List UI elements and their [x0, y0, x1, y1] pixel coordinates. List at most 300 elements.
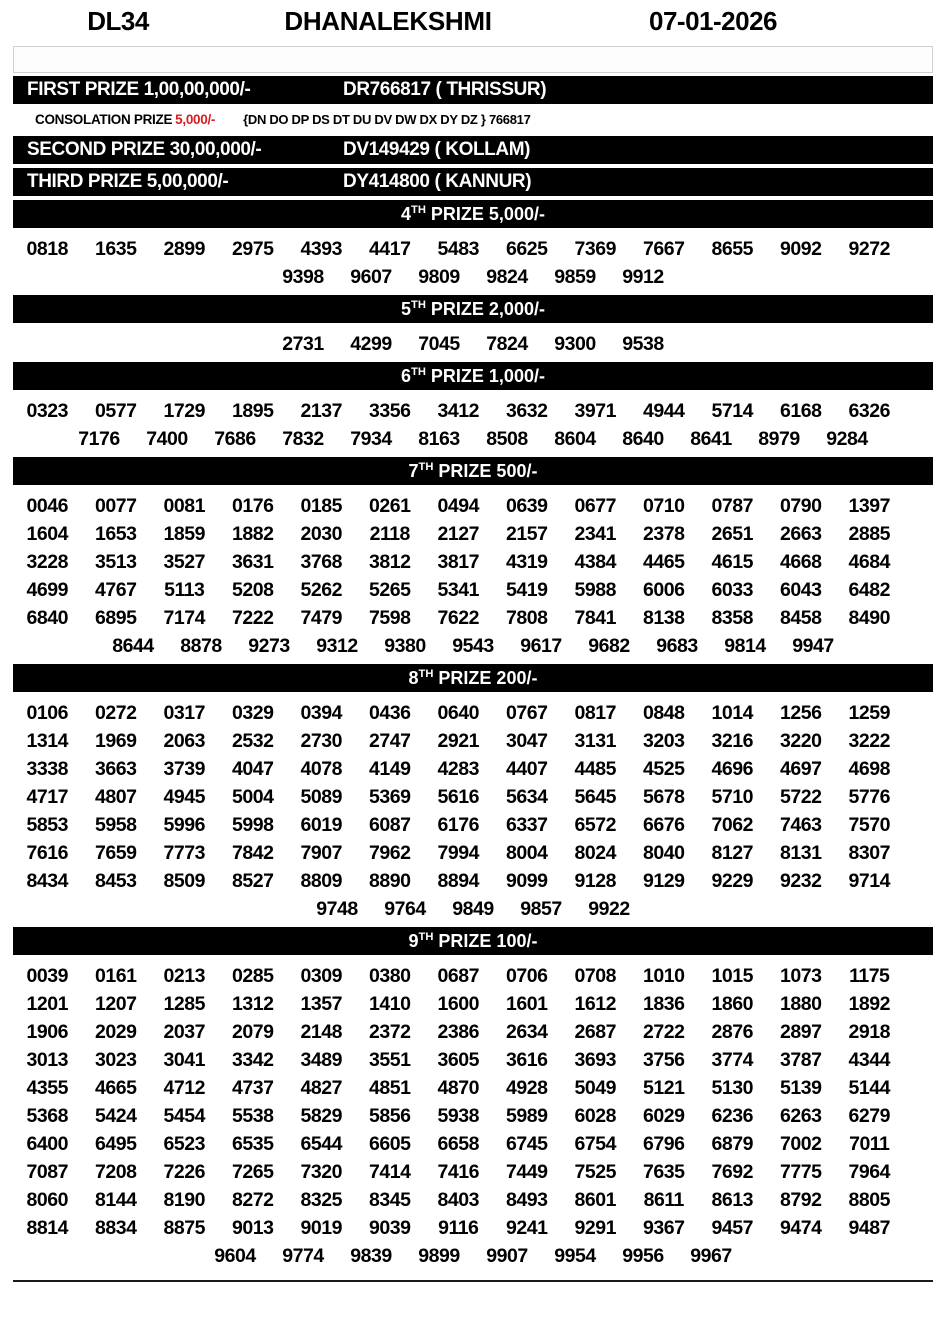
lottery-number: 6236 — [711, 1104, 753, 1127]
lottery-number: 8024 — [574, 841, 616, 864]
lottery-number: 7667 — [643, 237, 685, 260]
lottery-number: 5645 — [574, 785, 616, 808]
second-prize-ticket: DV149429 ( KOLLAM) — [343, 139, 531, 160]
lottery-number: 8131 — [780, 841, 822, 864]
lottery-number: 6029 — [643, 1104, 685, 1127]
lottery-number: 1892 — [848, 992, 890, 1015]
lottery-number: 8655 — [711, 237, 753, 260]
number-row — [13, 263, 933, 291]
lottery-number: 3013 — [26, 1048, 68, 1071]
lottery-number: 5989 — [506, 1104, 548, 1127]
lottery-number: 9291 — [574, 1216, 616, 1239]
lottery-number: 2876 — [711, 1020, 753, 1043]
lottery-number: 2918 — [848, 1020, 890, 1043]
number-row — [13, 727, 933, 755]
lottery-number: 2899 — [163, 237, 205, 260]
lottery-number: 8144 — [95, 1188, 137, 1211]
lottery-number: 0380 — [369, 964, 411, 987]
lottery-number: 0710 — [643, 494, 685, 517]
lottery-number: 4696 — [711, 757, 753, 780]
lottery-number: 4465 — [643, 550, 685, 573]
lottery-number: 5262 — [300, 578, 342, 601]
lottery-number: 4827 — [300, 1076, 342, 1099]
lottery-number: 6279 — [848, 1104, 890, 1127]
lottery-number: 6006 — [643, 578, 685, 601]
document-header — [13, 0, 933, 46]
lottery-number: 6840 — [26, 606, 68, 629]
lottery-number: 3338 — [26, 757, 68, 780]
lottery-number: 7994 — [437, 841, 479, 864]
lottery-number: 7176 — [78, 427, 120, 450]
first-prize-ticket: DR766817 ( THRISSUR) — [343, 79, 547, 100]
lottery-number: 7174 — [163, 606, 205, 629]
number-row — [13, 783, 933, 811]
lottery-number: 5208 — [232, 578, 274, 601]
number-row — [13, 755, 933, 783]
lottery-number: 4699 — [26, 578, 68, 601]
number-row — [13, 576, 933, 604]
lottery-number: 9367 — [643, 1216, 685, 1239]
lottery-number: 5853 — [26, 813, 68, 836]
lottery-number: 2730 — [300, 729, 342, 752]
lottery-number: 3489 — [300, 1048, 342, 1071]
lottery-number: 3632 — [506, 399, 548, 422]
lottery-number: 0272 — [95, 701, 137, 724]
number-row — [13, 1158, 933, 1186]
fifth-prize-numbers — [13, 327, 933, 362]
lottery-number: 4417 — [369, 237, 411, 260]
lottery-number: 6676 — [643, 813, 685, 836]
lottery-number: 3527 — [163, 550, 205, 573]
seventh-prize-ordinal-suffix: TH — [418, 461, 434, 473]
lottery-number: 9116 — [438, 1216, 479, 1239]
lottery-number: 7416 — [437, 1160, 479, 1183]
lottery-number: 1600 — [437, 992, 479, 1015]
lottery-number: 0639 — [506, 494, 548, 517]
seventh-prize-header — [13, 457, 933, 485]
lottery-number: 2157 — [506, 522, 548, 545]
lottery-number: 2386 — [437, 1020, 479, 1043]
eighth-prize-header — [13, 664, 933, 692]
lottery-number: 9284 — [826, 427, 868, 450]
lottery-number: 5004 — [232, 785, 274, 808]
lottery-number: 6028 — [574, 1104, 616, 1127]
lottery-number: 5776 — [848, 785, 890, 808]
lottery-number: 7226 — [163, 1160, 205, 1183]
lottery-number: 9474 — [780, 1216, 822, 1239]
lottery-number: 9229 — [711, 869, 753, 892]
lottery-number: 9232 — [780, 869, 822, 892]
lottery-number: 5369 — [369, 785, 411, 808]
number-row — [13, 520, 933, 548]
lottery-number: 0161 — [95, 964, 137, 987]
lottery-number: 9967 — [690, 1244, 732, 1267]
lottery-number: 6043 — [780, 578, 822, 601]
lottery-number: 3228 — [26, 550, 68, 573]
lottery-number: 8640 — [622, 427, 664, 450]
lottery-number: 6087 — [369, 813, 411, 836]
lottery-number: 3131 — [574, 729, 616, 752]
lottery-number: 3739 — [163, 757, 205, 780]
number-row — [13, 548, 933, 576]
lottery-number: 0394 — [300, 701, 342, 724]
lottery-number: 4945 — [163, 785, 205, 808]
lottery-number: 8040 — [643, 841, 685, 864]
lottery-number: 7369 — [574, 237, 616, 260]
lottery-number: 6745 — [506, 1132, 548, 1155]
second-prize-bar — [13, 136, 933, 164]
lottery-number: 2137 — [300, 399, 342, 422]
lottery-number: 4149 — [369, 757, 411, 780]
lottery-number: 2663 — [780, 522, 822, 545]
lottery-number: 6879 — [711, 1132, 753, 1155]
lottery-number: 9814 — [724, 634, 766, 657]
number-row — [13, 1046, 933, 1074]
lottery-number: 6495 — [95, 1132, 137, 1155]
lottery-number: 1836 — [643, 992, 685, 1015]
lottery-number: 0818 — [26, 237, 68, 260]
lottery-number: 3663 — [95, 757, 137, 780]
lottery-number: 6658 — [437, 1132, 479, 1155]
lottery-number: 2372 — [369, 1020, 411, 1043]
lottery-number: 1653 — [95, 522, 137, 545]
lottery-number: 5988 — [574, 578, 616, 601]
lottery-number: 8792 — [780, 1188, 822, 1211]
number-row — [13, 811, 933, 839]
number-row — [13, 839, 933, 867]
lottery-number: 6326 — [848, 399, 890, 422]
lottery-number: 0706 — [506, 964, 548, 987]
lottery-number: 0213 — [163, 964, 205, 987]
lottery-number: 2722 — [643, 1020, 685, 1043]
lottery-number: 4615 — [711, 550, 753, 573]
number-row — [13, 1130, 933, 1158]
lottery-number: 1410 — [369, 992, 411, 1015]
number-row — [13, 492, 933, 520]
lottery-number: 5616 — [437, 785, 479, 808]
lottery-number: 1729 — [163, 399, 205, 422]
lottery-number: 7045 — [418, 332, 460, 355]
sixth-prize-numbers — [13, 394, 933, 457]
consolation-series: {DN DO DP DS DT DU DV DW DX DY DZ } 766817 — [243, 112, 531, 127]
lottery-number: 7934 — [350, 427, 392, 450]
lottery-number: 7775 — [780, 1160, 822, 1183]
number-row — [13, 867, 933, 895]
lottery-number: 4665 — [95, 1076, 137, 1099]
lottery-number: 6625 — [506, 237, 548, 260]
lottery-number: 8979 — [758, 427, 800, 450]
lottery-number: 7659 — [95, 841, 137, 864]
lottery-number: 0790 — [780, 494, 822, 517]
lottery-number: 0817 — [574, 701, 616, 724]
fifth-prize-ordinal-suffix: TH — [411, 299, 426, 311]
lottery-number: 2731 — [282, 332, 324, 355]
lottery-number: 3356 — [369, 399, 411, 422]
lottery-number: 9092 — [780, 237, 822, 260]
lottery-number: 5139 — [780, 1076, 822, 1099]
sixth-prize-ordinal: 6 — [401, 366, 412, 386]
second-prize-label: SECOND PRIZE 30,00,000/- — [27, 139, 262, 160]
lottery-number: 9607 — [350, 265, 392, 288]
fourth-prize-amount: PRIZE 5,000/- — [425, 204, 545, 224]
lottery-number: 4525 — [643, 757, 685, 780]
lottery-number: 7686 — [214, 427, 256, 450]
lottery-number: 3817 — [437, 550, 479, 573]
lottery-number: 6544 — [300, 1132, 342, 1155]
lottery-number: 1635 — [95, 237, 137, 260]
lottery-number: 3768 — [300, 550, 342, 573]
lottery-number: 2634 — [506, 1020, 548, 1043]
lottery-number: 7964 — [848, 1160, 890, 1183]
lottery-number: 2651 — [711, 522, 753, 545]
lottery-number: 1015 — [711, 964, 753, 987]
lottery-number: 8527 — [232, 869, 274, 892]
consolation-label: CONSOLATION PRIZE — [35, 112, 173, 127]
lottery-number: 9859 — [554, 265, 596, 288]
lottery-number: 8434 — [26, 869, 68, 892]
lottery-number: 7320 — [300, 1160, 342, 1183]
lottery-number: 9272 — [848, 237, 890, 260]
lottery-number: 6168 — [780, 399, 822, 422]
draw-date: 07-01-2026 — [649, 6, 777, 36]
lottery-number: 1895 — [232, 399, 274, 422]
lottery-number: 7449 — [506, 1160, 548, 1183]
lottery-number: 7400 — [146, 427, 188, 450]
lottery-number: 6019 — [300, 813, 342, 836]
lottery-number: 5538 — [232, 1104, 274, 1127]
lottery-number: 9849 — [452, 897, 494, 920]
lottery-number: 4393 — [300, 237, 342, 260]
lottery-number: 8878 — [180, 634, 222, 657]
lottery-number: 6033 — [711, 578, 753, 601]
lottery-number: 4355 — [26, 1076, 68, 1099]
lottery-number: 0081 — [163, 494, 205, 517]
lottery-number: 8490 — [848, 606, 890, 629]
lottery-number: 7414 — [369, 1160, 411, 1183]
seventh-prize-amount: PRIZE 500/- — [433, 461, 538, 481]
lottery-number: 1314 — [26, 729, 68, 752]
lottery-number: 3787 — [780, 1048, 822, 1071]
lottery-number: 3216 — [711, 729, 753, 752]
lottery-number: 3693 — [574, 1048, 616, 1071]
lottery-number: 3023 — [95, 1048, 137, 1071]
lottery-number: 4698 — [848, 757, 890, 780]
lottery-number: 8875 — [163, 1216, 205, 1239]
first-prize-bar — [13, 76, 933, 104]
lottery-number: 0708 — [574, 964, 616, 987]
sixth-prize-ordinal-suffix: TH — [411, 366, 426, 378]
lottery-number: 0640 — [437, 701, 479, 724]
number-row — [13, 425, 933, 453]
lottery-number: 2029 — [95, 1020, 137, 1043]
lottery-number: 7222 — [232, 606, 274, 629]
lottery-number: 9019 — [300, 1216, 342, 1239]
lottery-number: 1259 — [848, 701, 890, 724]
lottery-number: 4283 — [437, 757, 479, 780]
lottery-number: 8644 — [112, 634, 154, 657]
lottery-number: 8127 — [711, 841, 753, 864]
lottery-number: 9013 — [232, 1216, 274, 1239]
lottery-number: 0185 — [300, 494, 342, 517]
eighth-prize-numbers — [13, 696, 933, 927]
lottery-number: 4078 — [300, 757, 342, 780]
number-row — [13, 990, 933, 1018]
lottery-number: 0787 — [711, 494, 753, 517]
lottery-number: 9538 — [622, 332, 664, 355]
lottery-number: 7062 — [711, 813, 753, 836]
lottery-number: 5714 — [711, 399, 753, 422]
lottery-number: 1312 — [232, 992, 274, 1015]
number-row — [13, 962, 933, 990]
number-row — [13, 1242, 933, 1270]
lottery-number: 5998 — [232, 813, 274, 836]
lottery-number: 2118 — [369, 522, 410, 545]
lottery-number: 7598 — [369, 606, 411, 629]
sixth-prize-header — [13, 362, 933, 390]
lottery-number: 7208 — [95, 1160, 137, 1183]
lottery-number: 9682 — [588, 634, 630, 657]
number-row — [13, 1186, 933, 1214]
lottery-number: 0767 — [506, 701, 548, 724]
lottery-number: 8894 — [437, 869, 479, 892]
consolation-amount: 5,000/- — [175, 112, 216, 127]
lottery-number: 7525 — [574, 1160, 616, 1183]
lottery-code: DL34 — [87, 6, 149, 36]
lottery-number: 3220 — [780, 729, 822, 752]
lottery-number: 8604 — [554, 427, 596, 450]
lottery-number: 4717 — [26, 785, 68, 808]
lottery-number: 1073 — [780, 964, 822, 987]
lottery-number: 7692 — [711, 1160, 753, 1183]
lottery-number: 8345 — [369, 1188, 411, 1211]
lottery-number: 1201 — [26, 992, 68, 1015]
lottery-number: 2532 — [232, 729, 274, 752]
lottery-number: 5710 — [711, 785, 753, 808]
lottery-number: 1601 — [506, 992, 548, 1015]
lottery-number: 1906 — [26, 1020, 68, 1043]
lottery-number: 8509 — [163, 869, 205, 892]
fourth-prize-ordinal-suffix: TH — [411, 204, 426, 216]
lottery-number: 1612 — [574, 992, 616, 1015]
lottery-number: 9809 — [418, 265, 460, 288]
lottery-number: 1859 — [163, 522, 205, 545]
lottery-number: 6895 — [95, 606, 137, 629]
lottery-number: 9839 — [350, 1244, 392, 1267]
sixth-prize-amount: PRIZE 1,000/- — [425, 366, 545, 386]
lottery-number: 8613 — [711, 1188, 753, 1211]
lottery-number: 3203 — [643, 729, 685, 752]
number-row — [13, 895, 933, 923]
lottery-number: 6523 — [163, 1132, 205, 1155]
lottery-number: 6572 — [574, 813, 616, 836]
lottery-number: 1969 — [95, 729, 137, 752]
lottery-number: 4684 — [848, 550, 890, 573]
lottery-number: 4319 — [506, 550, 548, 573]
lottery-number: 4807 — [95, 785, 137, 808]
third-prize-bar — [13, 168, 933, 196]
lottery-number: 5121 — [643, 1076, 685, 1099]
lottery-number: 5996 — [163, 813, 205, 836]
lottery-number: 6337 — [506, 813, 548, 836]
lottery-number: 4407 — [506, 757, 548, 780]
lottery-number: 8814 — [26, 1216, 68, 1239]
lottery-number: 9241 — [506, 1216, 548, 1239]
seventh-prize-ordinal: 7 — [408, 461, 419, 481]
lottery-number: 2747 — [369, 729, 411, 752]
lottery-number: 1175 — [849, 964, 890, 987]
lottery-name: DHANALEKSHMI — [284, 6, 492, 36]
lottery-number: 8004 — [506, 841, 548, 864]
lottery-number: 2341 — [574, 522, 616, 545]
lottery-number: 5424 — [95, 1104, 137, 1127]
lottery-number: 9129 — [643, 869, 685, 892]
lottery-number: 5856 — [369, 1104, 411, 1127]
ninth-prize-numbers — [13, 959, 933, 1274]
lottery-number: 9487 — [848, 1216, 890, 1239]
lottery-number: 9300 — [554, 332, 596, 355]
lottery-number: 8601 — [574, 1188, 616, 1211]
lottery-number: 7841 — [574, 606, 616, 629]
lottery-number: 5419 — [506, 578, 548, 601]
lottery-number: 9922 — [588, 897, 630, 920]
lottery-number: 9774 — [282, 1244, 324, 1267]
lottery-number: 7616 — [26, 841, 68, 864]
lottery-number: 5678 — [643, 785, 685, 808]
lottery-number: 7962 — [369, 841, 411, 864]
lottery-number: 0039 — [26, 964, 68, 987]
ninth-prize-amount: PRIZE 100/- — [433, 931, 538, 951]
fourth-prize-header — [13, 200, 933, 228]
lottery-number: 4344 — [848, 1048, 890, 1071]
lottery-number: 4712 — [163, 1076, 205, 1099]
lottery-number: 5634 — [506, 785, 548, 808]
number-row — [13, 1074, 933, 1102]
consolation-prize-row — [13, 108, 933, 132]
lottery-number: 5113 — [164, 578, 205, 601]
fourth-prize-ordinal: 4 — [401, 204, 412, 224]
lottery-number: 8453 — [95, 869, 137, 892]
lottery-number: 2897 — [780, 1020, 822, 1043]
lottery-number: 8403 — [437, 1188, 479, 1211]
lottery-number: 3616 — [506, 1048, 548, 1071]
lottery-number: 2030 — [300, 522, 342, 545]
lottery-number: 0323 — [26, 399, 68, 422]
lottery-number: 6176 — [437, 813, 479, 836]
number-row — [13, 330, 933, 358]
eighth-prize-ordinal: 8 — [408, 668, 419, 688]
lottery-number: 0577 — [95, 399, 137, 422]
lottery-number: 0317 — [163, 701, 205, 724]
lottery-number: 5130 — [711, 1076, 753, 1099]
lottery-number: 3631 — [232, 550, 274, 573]
lottery-number: 5958 — [95, 813, 137, 836]
lottery-number: 9683 — [656, 634, 698, 657]
lottery-number: 8060 — [26, 1188, 68, 1211]
lottery-number: 9912 — [622, 265, 664, 288]
third-prize-label: THIRD PRIZE 5,00,000/- — [27, 171, 229, 192]
lottery-number: 9380 — [384, 634, 426, 657]
lottery-number: 9956 — [622, 1244, 664, 1267]
lottery-number: 1207 — [95, 992, 137, 1015]
lottery-number: 0106 — [26, 701, 68, 724]
lottery-number: 6263 — [780, 1104, 822, 1127]
lottery-number: 8508 — [486, 427, 528, 450]
lottery-number: 3774 — [711, 1048, 753, 1071]
lottery-number: 0309 — [300, 964, 342, 987]
lottery-number: 7011 — [849, 1132, 890, 1155]
number-row — [13, 1018, 933, 1046]
lottery-number: 5454 — [163, 1104, 205, 1127]
